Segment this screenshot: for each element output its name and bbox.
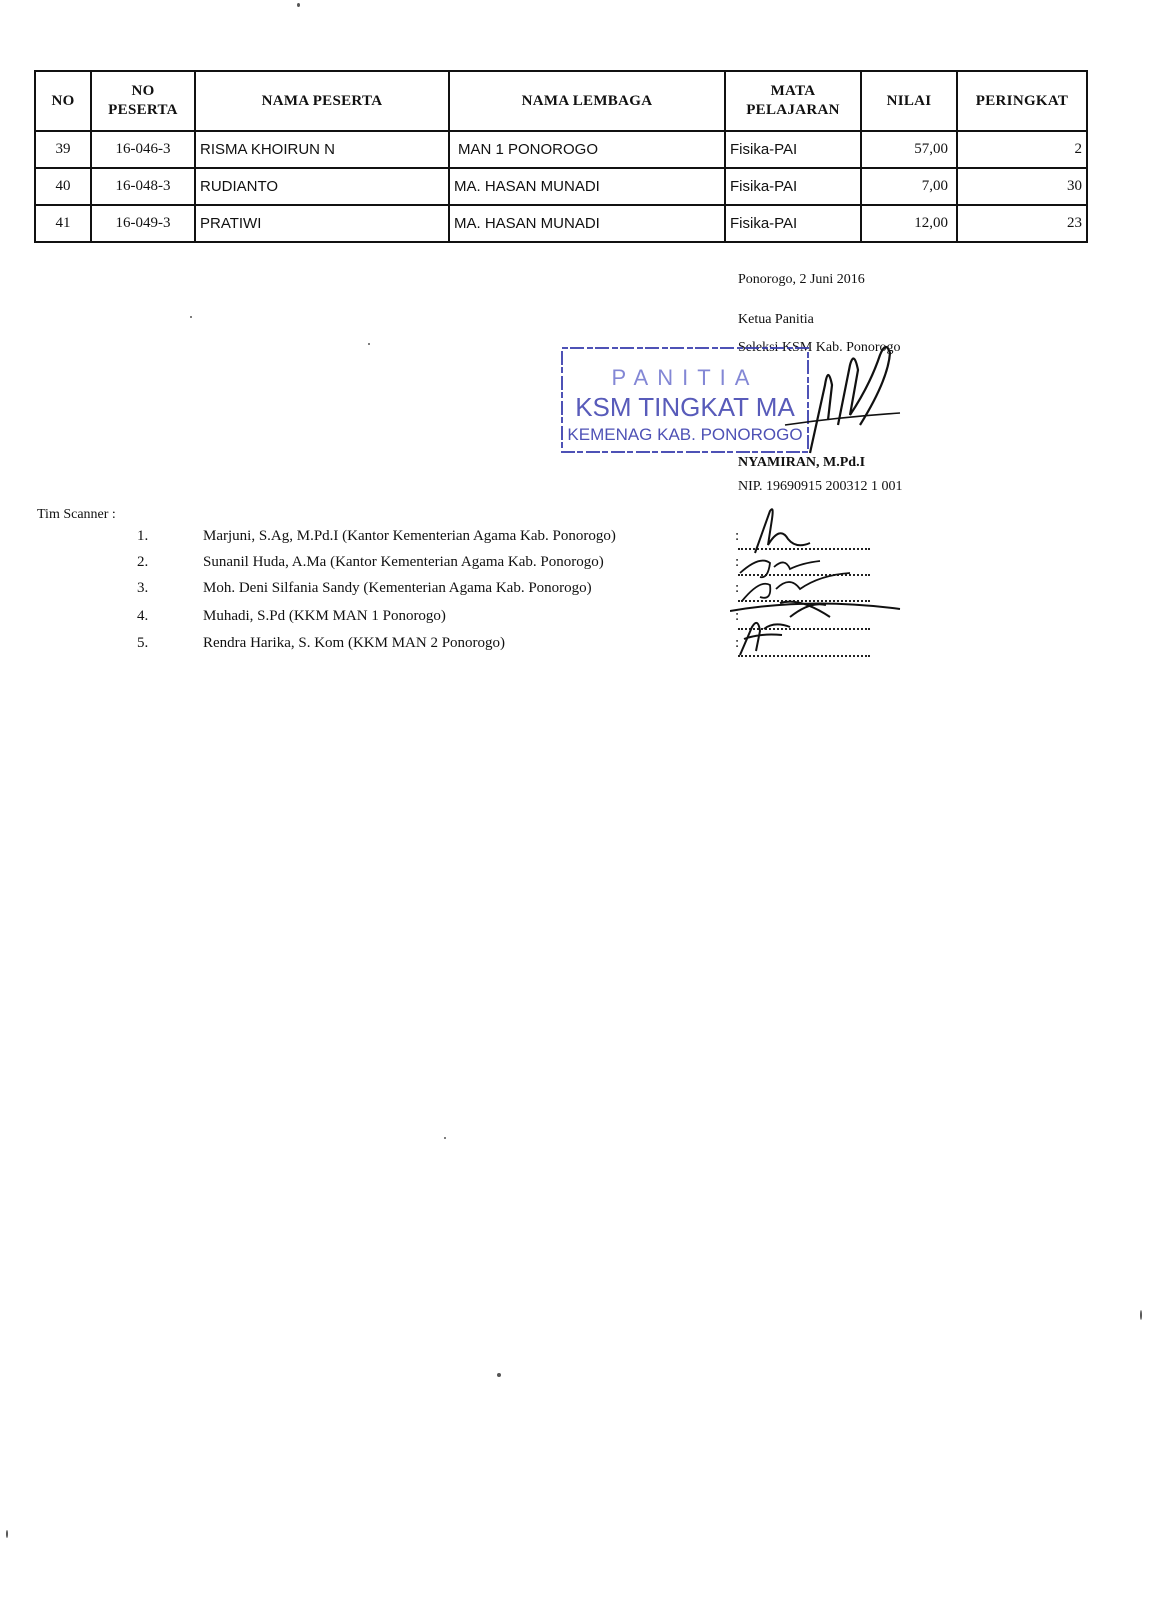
header-no-peserta: NO PESERTA bbox=[91, 71, 195, 131]
list-item bbox=[0, 580, 1168, 606]
scan-speck bbox=[190, 316, 192, 318]
cell-nama-peserta: PRATIWI bbox=[195, 205, 449, 242]
chairman-signature bbox=[780, 325, 920, 455]
cell-no-peserta: 16-048-3 bbox=[91, 168, 195, 205]
list-item bbox=[0, 554, 1168, 580]
list-item bbox=[0, 635, 1168, 661]
header-nama-lembaga: NAMA LEMBAGA bbox=[449, 71, 725, 131]
cell-nama-lembaga: MA. HASAN MUNADI bbox=[449, 205, 725, 242]
member-name: Sunanil Huda, A.Ma (Kantor Kementerian Agama Kab. Ponorogo) bbox=[203, 554, 604, 570]
cell-no-peserta: 16-049-3 bbox=[91, 205, 195, 242]
cell-nama-peserta: RUDIANTO bbox=[195, 168, 449, 205]
table-row bbox=[35, 131, 1087, 168]
cell-peringkat: 2 bbox=[957, 131, 1087, 168]
cell-nilai: 7,00 bbox=[861, 168, 957, 205]
stamp-line3: KEMENAG KAB. PONOROGO bbox=[567, 425, 803, 444]
member-colon: : bbox=[735, 635, 740, 651]
member-name: Muhadi, S.Pd (KKM MAN 1 Ponorogo) bbox=[203, 608, 446, 624]
table-row bbox=[35, 205, 1087, 242]
scan-speck bbox=[6, 1530, 8, 1538]
scan-speck bbox=[444, 1137, 446, 1139]
cell-nama-peserta: RISMA KHOIRUN N bbox=[195, 131, 449, 168]
member-number: 5. bbox=[137, 635, 149, 651]
cell-nama-lembaga: MAN 1 PONOROGO bbox=[449, 131, 725, 168]
cell-peringkat: 23 bbox=[957, 205, 1087, 242]
table-row bbox=[35, 168, 1087, 205]
member-colon: : bbox=[735, 554, 740, 570]
scan-speck bbox=[297, 3, 300, 7]
member-number: 2. bbox=[137, 554, 149, 570]
cell-no: 39 bbox=[35, 131, 91, 168]
signer-nip: NIP. 19690915 200312 1 001 bbox=[738, 479, 903, 494]
cell-no: 40 bbox=[35, 168, 91, 205]
results-table bbox=[34, 70, 1088, 243]
header-no: NO bbox=[35, 71, 91, 131]
header-nama-peserta: NAMA PESERTA bbox=[195, 71, 449, 131]
signer-name: NYAMIRAN, M.Pd.I bbox=[738, 455, 866, 470]
stamp-line1: PANITIA bbox=[611, 365, 759, 390]
member-number: 4. bbox=[137, 608, 149, 624]
cell-peringkat: 30 bbox=[957, 168, 1087, 205]
member-number: 1. bbox=[137, 528, 149, 544]
cell-no-peserta: 16-046-3 bbox=[91, 131, 195, 168]
member-name: Marjuni, S.Ag, M.Pd.I (Kantor Kementerian Agama Kab. Ponorogo) bbox=[203, 528, 616, 544]
member-colon: : bbox=[735, 580, 740, 596]
place-date: Ponorogo, 2 Juni 2016 bbox=[738, 272, 865, 287]
cell-nama-lembaga: MA. HASAN MUNADI bbox=[449, 168, 725, 205]
committee-role: Ketua Panitia bbox=[738, 312, 814, 327]
scan-speck bbox=[368, 343, 370, 345]
stamp-line2: KSM TINGKAT MA bbox=[575, 392, 795, 422]
cell-nilai: 12,00 bbox=[861, 205, 957, 242]
scan-speck bbox=[1140, 1310, 1142, 1320]
cell-no: 41 bbox=[35, 205, 91, 242]
member-colon: : bbox=[735, 608, 740, 624]
list-item bbox=[0, 528, 1168, 554]
member-name: Moh. Deni Silfania Sandy (Kementerian Agama Kab. Ponorogo) bbox=[203, 580, 592, 596]
table-header-row bbox=[35, 71, 1087, 131]
team-title: Tim Scanner : bbox=[37, 507, 116, 522]
scan-speck bbox=[497, 1373, 501, 1377]
cell-mata-pelajaran: Fisika-PAI bbox=[725, 168, 861, 205]
header-mata-pelajaran: MATA PELAJARAN bbox=[725, 71, 861, 131]
committee-name: Seleksi KSM Kab. Ponorogo bbox=[738, 340, 901, 355]
member-name: Rendra Harika, S. Kom (KKM MAN 2 Ponorogo) bbox=[203, 635, 506, 651]
cell-mata-pelajaran: Fisika-PAI bbox=[725, 205, 861, 242]
list-item bbox=[0, 608, 1168, 634]
header-peringkat: PERINGKAT bbox=[957, 71, 1087, 131]
cell-nilai: 57,00 bbox=[861, 131, 957, 168]
cell-mata-pelajaran: Fisika-PAI bbox=[725, 131, 861, 168]
member-number: 3. bbox=[137, 580, 149, 596]
header-nilai: NILAI bbox=[861, 71, 957, 131]
team-signatures bbox=[730, 505, 930, 665]
member-colon: : bbox=[735, 528, 740, 544]
